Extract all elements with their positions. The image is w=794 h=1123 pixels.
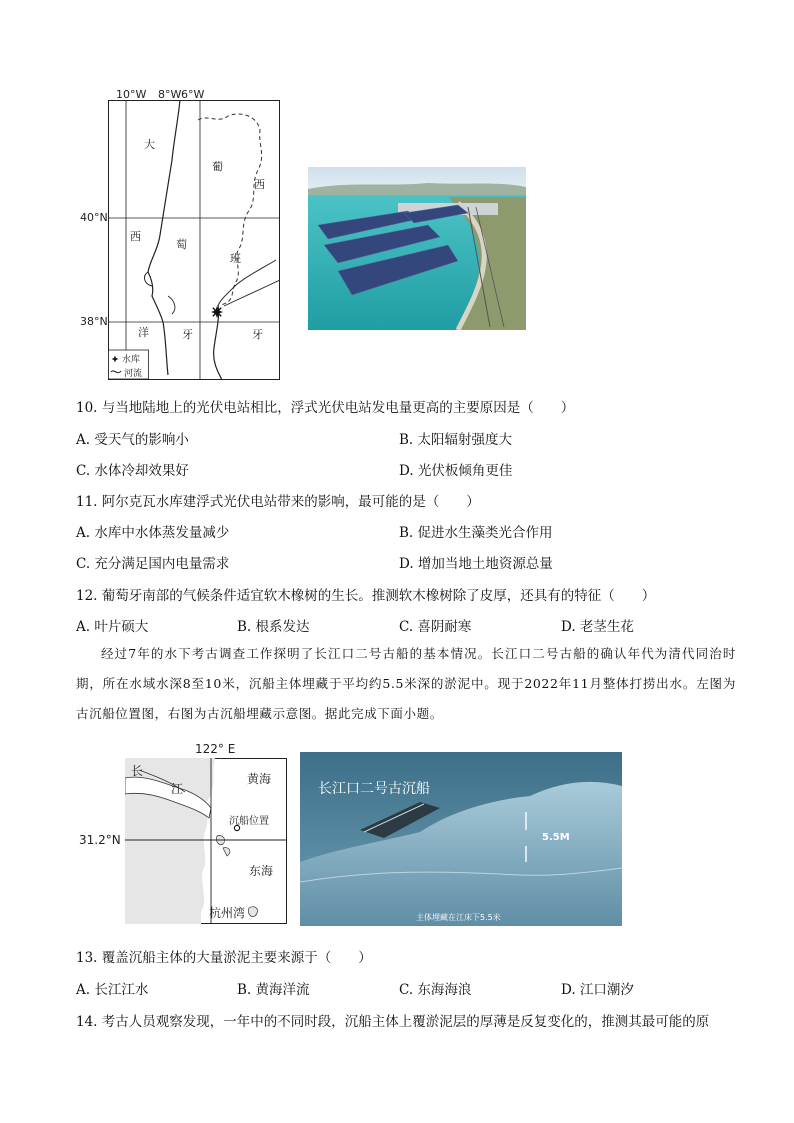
- question-12-option-a[interactable]: A. 叶片硕大: [76, 619, 149, 635]
- char-da: 大: [144, 138, 155, 151]
- floating-pv-photo-graphic: [308, 167, 526, 330]
- burial-depth-label: 5.5M: [542, 832, 570, 843]
- question-10-stem: 10. 与当地陆地上的光伏电站相比，浮式光伏电站发电量更高的主要原因是（ ）: [76, 400, 575, 416]
- question-11-option-c[interactable]: C. 充分满足国内电量需求: [76, 556, 230, 572]
- lon-label-122e: 122° E: [195, 742, 236, 756]
- yangtze-map: [79, 742, 287, 924]
- char-ban: 班: [230, 252, 241, 265]
- question-10-option-c[interactable]: C. 水体冷却效果好: [76, 463, 189, 479]
- passage-text: 经过7年的水下考古调查工作探明了长江口二号古船的基本情况。长江口二号古船的确认年代为清代同治时期，所在水域水深8至10米，沉船主体埋藏于平均约5.5米深的淤泥中。现于2022年11月整体打捞出水。左图为古沉船位置图，右图为古沉船埋藏示意图。据此完成下面小题。: [76, 646, 736, 721]
- char-chang: 长: [131, 764, 144, 778]
- question-13-option-a[interactable]: A. 长江江水: [76, 982, 149, 998]
- question-12-option-b[interactable]: B. 根系发达: [237, 619, 310, 635]
- char-ya-left: 牙: [182, 328, 193, 341]
- floating-pv-photo: [308, 167, 526, 330]
- question-12-option-d[interactable]: D. 老茎生花: [561, 619, 634, 635]
- char-jiang: 江: [171, 782, 184, 796]
- question-10-option-b[interactable]: B. 太阳辐射强度大: [399, 432, 513, 448]
- legend-river-label: 河流: [124, 369, 143, 379]
- question-14-stem: 14. 考古人员观察发现，一年中的不同时段，沉船主体上覆淤泥层的厚薄是反复变化的，推测其最可能的原: [76, 1014, 710, 1030]
- char-tao: 萄: [176, 238, 187, 251]
- burial-caption: 主体埋藏在江床下5.5米: [416, 913, 501, 922]
- lon-label-6w: 6°W: [181, 88, 205, 101]
- wreck-position-label: 沉船位置: [229, 816, 269, 827]
- question-10-option-d[interactable]: D. 光伏板倾角更佳: [399, 463, 513, 479]
- legend-reservoir-label: 水库: [122, 355, 141, 365]
- char-yang: 洋: [138, 326, 149, 339]
- question-13-option-b[interactable]: B. 黄海洋流: [237, 982, 310, 998]
- shipwreck-title: 长江口二号古沉船: [318, 781, 430, 797]
- lat-label-31n: 31.2°N: [79, 833, 121, 847]
- question-13-option-c[interactable]: C. 东海海浪: [399, 982, 472, 998]
- question-12-stem: 12. 葡萄牙南部的气候条件适宜软木橡树的生长。推测软木橡树除了皮厚，还具有的特征（ ）: [76, 588, 656, 604]
- yellow-sea-label: 黄海: [247, 772, 272, 786]
- char-xi-right: 西: [254, 178, 265, 191]
- question-11-option-d[interactable]: D. 增加当地土地资源总量: [399, 556, 553, 572]
- question-11-option-b[interactable]: B. 促进水生藻类光合作用: [399, 525, 553, 541]
- lon-label-10w: 10°W: [116, 88, 147, 101]
- iberia-map: [80, 88, 280, 380]
- question-10-option-a[interactable]: A. 受天气的影响小: [76, 432, 189, 448]
- hangzhou-bay-label: 杭州湾: [209, 906, 246, 920]
- lon-label-8w: 8°W: [158, 88, 182, 101]
- lat-label-40n: 40°N: [80, 211, 108, 224]
- char-pu: 葡: [212, 160, 223, 173]
- question-11-option-a[interactable]: A. 水库中水体蒸发量减少: [76, 525, 230, 541]
- question-11-stem: 11. 阿尔克瓦水库建浮式光伏电站带来的影响，最可能的是（ ）: [76, 494, 480, 510]
- char-xi-left: 西: [130, 230, 141, 243]
- question-13-option-d[interactable]: D. 江口潮汐: [561, 982, 634, 998]
- lat-label-38n: 38°N: [80, 315, 108, 328]
- shipwreck-illustration: [300, 752, 622, 926]
- east-sea-label: 东海: [249, 864, 274, 878]
- char-ya-right: 牙: [252, 328, 263, 341]
- question-13-stem: 13. 覆盖沉船主体的大量淤泥主要来源于（ ）: [76, 950, 372, 966]
- question-12-option-c[interactable]: C. 喜阴耐寒: [399, 619, 472, 635]
